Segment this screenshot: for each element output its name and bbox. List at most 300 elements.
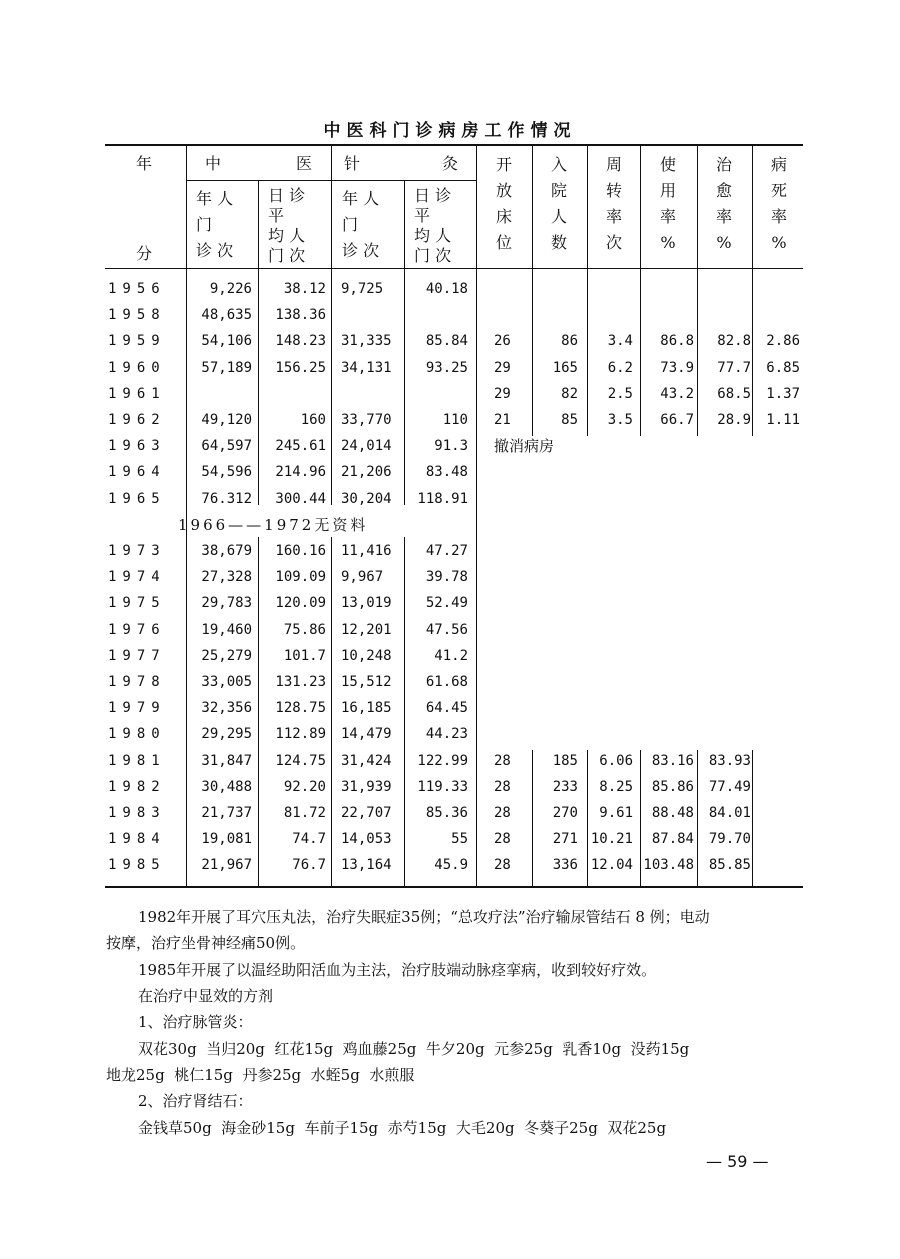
table-cell-beds: 28	[494, 857, 511, 874]
header-line: 门	[196, 215, 213, 234]
column-divider	[640, 750, 641, 886]
table-cell-zy-d: 131.23	[275, 674, 326, 690]
header-line: 诊 次	[196, 241, 234, 260]
table-cell-death: 1.11	[766, 412, 800, 428]
table-cell-adm	[534, 590, 578, 616]
table-cell-cure: 77.7	[717, 359, 751, 376]
paragraph: 1、治疗脉管炎：	[138, 1013, 253, 1031]
table-cell-zj-d: 64.45	[425, 700, 468, 717]
table-cell-turn: 6.2	[607, 359, 633, 376]
column-divider	[331, 537, 332, 886]
header-line: 率	[770, 207, 787, 226]
header-zhenjiu: 针	[344, 154, 361, 173]
subheader-rule-zhongyi	[187, 180, 331, 181]
table-cell-year: 1978	[108, 674, 166, 690]
table-cell-turn: 3.5	[607, 412, 633, 428]
table-cell-year: 1973	[108, 543, 166, 559]
table-cell-death	[754, 721, 800, 747]
table-cell-zy-a: 54,596	[201, 464, 252, 481]
paragraph: 在治疗中显效的方剂	[138, 987, 274, 1005]
table-cell-turn	[589, 617, 633, 643]
table-cell-zy-d: 112.89	[275, 726, 326, 743]
column-divider	[697, 750, 698, 886]
table-cell-zj-a: 22,707	[341, 805, 392, 821]
table-cell-zj-d: 83.48	[425, 464, 468, 481]
table-cell-cure	[699, 669, 751, 695]
table-cell-zj-d: 55	[451, 831, 468, 848]
table-cell-adm	[534, 433, 578, 459]
table-cell-year: 1959	[108, 333, 166, 350]
column-divider	[331, 146, 332, 505]
table-cell-zj-a	[341, 381, 403, 407]
table-cell-death: 2.86	[766, 333, 800, 350]
table-cell-zj-a: 21,206	[341, 464, 392, 481]
table-cell-adm	[534, 643, 578, 669]
table-cell-cure	[699, 617, 751, 643]
table-cell-use: 86.8	[660, 333, 694, 350]
table-cell-use	[642, 564, 694, 590]
table-cell-use	[642, 669, 694, 695]
header-line: 开	[495, 155, 512, 174]
header-line: 诊 次	[342, 241, 380, 260]
header-zhongyi: 医	[296, 154, 313, 173]
header-zj-annual	[342, 186, 398, 264]
table-cell-turn	[589, 433, 633, 459]
table-cell-death	[754, 643, 800, 669]
table-cell-cure: 85.85	[708, 857, 751, 874]
table-cell-beds: 29	[494, 359, 511, 376]
table-cell-use: 85.86	[651, 778, 694, 795]
table-cell-cure	[699, 695, 751, 721]
header-line: 转	[605, 181, 622, 200]
table-cell-zj-d	[406, 302, 468, 328]
header-usage	[648, 152, 688, 256]
table-cell-zy-a: 31,847	[201, 752, 252, 769]
column-divider	[697, 146, 698, 436]
table-cell-zj-d	[406, 381, 468, 407]
table-cell-zy-d: 101.7	[283, 647, 326, 664]
table-cell-turn	[589, 590, 633, 616]
header-line: 年 人	[196, 189, 234, 208]
table-cell-year: 1977	[108, 647, 166, 664]
header-line: 愈	[715, 181, 732, 200]
table-cell-zy-a: 38,679	[201, 543, 252, 559]
table-cell-death	[754, 433, 800, 459]
table-cell-zj-d: 122.99	[417, 752, 468, 769]
table-cell-zj-a: 9,967	[341, 569, 384, 586]
table-cell-zj-a: 11,416	[341, 543, 392, 559]
header-line: 均 人	[268, 226, 306, 245]
table-cell-zy-a: 64,597	[201, 438, 252, 455]
table-cell-zj-d: 44.23	[425, 726, 468, 743]
table-cell-zj-d: 93.25	[425, 359, 468, 376]
paragraph: 2、治疗肾结石：	[138, 1092, 253, 1110]
table-cell-cure: 28.9	[717, 412, 751, 428]
table-cell-turn	[589, 486, 633, 512]
table-cell-zy-d: 214.96	[275, 464, 326, 481]
table-cell-turn	[589, 695, 633, 721]
table-cell-zj-a: 31,939	[341, 778, 392, 795]
table-cell-use: 87.84	[651, 831, 694, 848]
table-cell-zj-d: 61.68	[425, 674, 468, 690]
table-cell-zj-a: 14,053	[341, 831, 392, 848]
table-cell-cure: 82.8	[717, 333, 751, 350]
header-year-bottom: 分	[136, 244, 153, 263]
table-cell-zy-a: 33,005	[201, 674, 252, 690]
header-line: 次	[605, 233, 622, 252]
header-line: 年 人	[342, 189, 380, 208]
table-cell-year: 1981	[108, 752, 166, 769]
table-cell-cure: 77.49	[708, 778, 751, 795]
table-cell-zy-a: 30,488	[201, 778, 252, 795]
table-cell-zy-a	[188, 381, 252, 407]
table-cell-death	[754, 695, 800, 721]
table-cell-use	[642, 721, 694, 747]
table-cell-adm: 85	[561, 412, 578, 428]
table-cell-adm	[534, 669, 578, 695]
header-admissions	[539, 152, 579, 256]
table-cell-adm: 82	[561, 385, 578, 402]
table-cell-zj-d: 85.84	[425, 333, 468, 350]
table-cell-use: 43.2	[660, 385, 694, 402]
header-line: %	[660, 233, 676, 252]
header-line: 床	[495, 207, 512, 226]
table-cell-zy-d: 160.16	[275, 543, 326, 559]
table-cell-zy-d: 124.75	[275, 752, 326, 769]
table-cell-turn	[589, 276, 633, 302]
header-line: 死	[770, 181, 787, 200]
table-cell-zy-a: 19,081	[201, 831, 252, 848]
table-cell-zy-d: 81.72	[283, 805, 326, 821]
table-cell-adm: 233	[552, 778, 578, 795]
table-cell-zj-a: 9,725	[341, 281, 384, 297]
table-cell-year: 1976	[108, 621, 166, 638]
table-cell-cure	[699, 538, 751, 564]
table-cell-death	[754, 590, 800, 616]
column-divider	[258, 537, 259, 886]
table-cell-zy-a: 21,967	[201, 857, 252, 874]
column-divider	[752, 750, 753, 886]
table-cell-adm	[534, 695, 578, 721]
header-line: 病	[770, 155, 787, 174]
header-zhongyi: 中	[205, 154, 222, 173]
table-cell-year: 1983	[108, 805, 166, 821]
table-cell-beds: 26	[494, 333, 511, 350]
table-cell-zy-a: 21,737	[201, 805, 252, 821]
table-cell-zj-a: 33,770	[341, 412, 392, 428]
table-cell-year: 1984	[108, 831, 166, 848]
table-bottom-rule	[105, 886, 803, 888]
table-cell-zj-d: 91.3	[434, 438, 468, 455]
table-cell-death	[754, 800, 800, 826]
table-cell-death	[754, 276, 800, 302]
table-cell-zy-d: 156.25	[275, 359, 326, 376]
header-line: 人	[550, 207, 567, 226]
table-cell-turn: 12.04	[590, 857, 633, 874]
header-line: %	[771, 233, 787, 252]
table-cell-adm: 86	[561, 333, 578, 350]
header-line: 日 诊	[414, 186, 452, 205]
table-cell-zj-a: 14,479	[341, 726, 392, 743]
paragraph: 按摩，治疗坐骨神经痛50例。	[106, 934, 306, 952]
table-cell-zj-a: 12,201	[341, 621, 392, 638]
table-cell-adm	[534, 276, 578, 302]
table-cell-death	[754, 852, 800, 878]
paragraph: 1982年开展了耳穴压丸法，治疗失眠症35例；“总攻疗法”治疗输尿管结石 8 例；电动	[138, 908, 710, 926]
table-cell-beds: 28	[494, 805, 511, 821]
header-line: 率	[715, 207, 732, 226]
table-cell-zj-d: 47.56	[425, 621, 468, 638]
table-cell-turn: 3.4	[607, 333, 633, 350]
paragraph: 金钱草50g 海金砂15g 车前子15g 赤芍15g 大毛20g 冬葵子25g 双花25g	[138, 1119, 667, 1137]
table-cell-use	[642, 433, 694, 459]
table-cell-death	[754, 486, 800, 512]
header-line: 放	[495, 181, 512, 200]
table-cell-turn: 6.06	[599, 752, 633, 769]
table-cell-zy-d: 75.86	[283, 621, 326, 638]
header-beds	[484, 152, 524, 256]
table-cell-year: 1962	[108, 412, 166, 428]
header-line: 日 诊	[268, 186, 306, 205]
table-cell-beds: 29	[494, 385, 511, 402]
table-cell-adm	[534, 459, 578, 485]
header-line: 率	[605, 207, 622, 226]
table-cell-zj-a: 15,512	[341, 674, 392, 690]
table-cell-year: 1980	[108, 726, 166, 743]
table-cell-use: 103.48	[643, 857, 694, 874]
header-line: 入	[550, 155, 567, 174]
table-cell-cure	[699, 564, 751, 590]
table-cell-death: 6.85	[766, 359, 800, 376]
table-cell-use	[642, 276, 694, 302]
table-cell-cure	[699, 643, 751, 669]
table-cell-adm	[534, 617, 578, 643]
table-cell-turn: 8.25	[599, 778, 633, 795]
table-cell-year: 1958	[108, 307, 166, 324]
table-cell-turn	[589, 538, 633, 564]
header-turnover	[594, 152, 634, 256]
table-cell-year: 1979	[108, 700, 166, 717]
table-cell-zy-a: 29,783	[201, 595, 252, 612]
table-cell-use	[642, 643, 694, 669]
table-cell-adm	[534, 564, 578, 590]
table-cell-turn: 2.5	[607, 385, 633, 402]
table-cell-use	[642, 590, 694, 616]
header-line: 使	[659, 155, 676, 174]
table-cell-death	[754, 538, 800, 564]
header-cure	[704, 152, 744, 256]
table-cell-zj-a: 31,335	[341, 333, 392, 350]
table-cell-zy-d: 120.09	[275, 595, 326, 612]
header-line: 数	[550, 233, 567, 252]
table-cell-use: 66.7	[660, 412, 694, 428]
table-cell-year: 1975	[108, 595, 166, 612]
column-divider	[476, 146, 477, 886]
table-cell-zj-a: 31,424	[341, 752, 392, 769]
table-cell-zy-a: 9,226	[209, 281, 252, 297]
table-cell-year: 1964	[108, 464, 166, 481]
table-cell-zj-d: 118.91	[417, 490, 468, 507]
table-cell-death	[754, 748, 800, 774]
table-top-rule	[105, 144, 803, 146]
table-cell-zy-d: 160	[300, 412, 326, 428]
table-cell-zj-d: 52.49	[425, 595, 468, 612]
table-cell-use	[642, 459, 694, 485]
table-cell-turn	[589, 302, 633, 328]
header-zy-daily	[268, 186, 326, 266]
table-cell-turn	[589, 721, 633, 747]
table-cell-use: 88.48	[651, 805, 694, 821]
table-cell-zy-a: 54,106	[201, 333, 252, 350]
header-line: 均 人	[414, 226, 452, 245]
table-cell-adm: 336	[552, 857, 578, 874]
table-cell-cure	[699, 721, 751, 747]
column-divider	[404, 181, 405, 505]
table-cell-year: 1965	[108, 490, 166, 507]
table-cell-year: 1963	[108, 438, 166, 455]
column-divider	[258, 181, 259, 505]
table-cell-cure: 83.93	[708, 752, 751, 769]
table-cell-zj-a: 30,204	[341, 490, 392, 507]
header-zhenjiu: 灸	[442, 154, 459, 173]
table-cell-death	[754, 459, 800, 485]
table-cell-zy-a: 29,295	[201, 726, 252, 743]
header-zy-annual	[196, 186, 252, 264]
table-cell-zy-d: 74.7	[292, 831, 326, 848]
table-cell-zy-d: 76.7	[292, 857, 326, 874]
page-title: 中医科门诊病房工作情况	[323, 121, 577, 141]
table-cell-death	[754, 826, 800, 852]
table-cell-turn	[589, 643, 633, 669]
column-divider	[404, 537, 405, 886]
table-cell-turn	[589, 459, 633, 485]
page-number: — 59 —	[706, 1152, 769, 1171]
table-cell-zj-d: 45.9	[434, 857, 468, 874]
header-line: 用	[659, 181, 676, 200]
header-line: 位	[495, 233, 512, 252]
table-cell-cure	[699, 302, 751, 328]
column-divider	[752, 146, 753, 436]
table-cell-zj-a: 13,164	[341, 857, 392, 874]
table-cell-turn: 9.61	[599, 805, 633, 821]
table-cell-use	[642, 302, 694, 328]
table-cell-zy-d: 92.20	[283, 778, 326, 795]
table-cell-zy-d: 245.61	[275, 438, 326, 455]
table-cell-year: 1961	[108, 385, 166, 402]
table-cell-year: 1956	[108, 281, 166, 297]
table-cell-cure	[699, 459, 751, 485]
table-cell-cure: 68.5	[717, 385, 751, 402]
table-cell-year: 1974	[108, 569, 166, 586]
table-cell-death	[754, 617, 800, 643]
table-cell-death: 1.37	[766, 385, 800, 402]
table-cell-use	[642, 486, 694, 512]
table-cell-zj-a	[341, 302, 403, 328]
table-cell-death	[754, 774, 800, 800]
header-line: 周	[605, 155, 622, 174]
table-cell-death	[754, 302, 800, 328]
table-cell-cure	[699, 590, 751, 616]
table-cell-zy-a: 49,120	[201, 412, 252, 428]
column-divider	[640, 146, 641, 436]
table-cell-adm: 271	[552, 831, 578, 848]
header-death	[759, 152, 799, 256]
table-cell-use: 73.9	[660, 359, 694, 376]
table-cell-turn	[589, 564, 633, 590]
header-line: 平	[414, 206, 431, 225]
table-cell-turn	[589, 669, 633, 695]
header-line: 院	[550, 181, 567, 200]
table-span-row: 1966——1972无资料	[178, 515, 369, 534]
table-cell-zy-a: 57,189	[201, 359, 252, 376]
table-cell-beds: 21	[494, 412, 511, 428]
table-cell-zj-d: 41.2	[434, 647, 468, 664]
table-cell-cure	[699, 486, 751, 512]
table-cell-beds: 28	[494, 831, 511, 848]
table-cell-zj-d: 39.78	[425, 569, 468, 586]
table-cell-zy-a: 32,356	[201, 700, 252, 717]
table-cell-turn: 10.21	[590, 831, 633, 848]
table-cell-zy-d: 300.44	[275, 490, 326, 507]
table-cell-zy-d: 128.75	[275, 700, 326, 717]
table-cell-zy-a: 19,460	[201, 621, 252, 638]
header-line: 治	[715, 155, 732, 174]
table-cell-zj-d: 110	[442, 412, 468, 428]
table-cell-zj-a: 13,019	[341, 595, 392, 612]
header-year-top: 年	[136, 154, 153, 173]
table-cell-zj-a: 24,014	[341, 438, 392, 455]
table-cell-adm	[534, 302, 578, 328]
table-cell-cure	[699, 433, 751, 459]
table-cell-zy-d: 148.23	[275, 333, 326, 350]
table-cell-death	[754, 669, 800, 695]
table-cell-zj-d: 40.18	[425, 281, 468, 297]
header-line: 率	[659, 207, 676, 226]
table-cell-cure: 84.01	[708, 805, 751, 821]
table-cell-use: 83.16	[651, 752, 694, 769]
header-line: 门 次	[268, 246, 306, 265]
table-cell-use	[642, 538, 694, 564]
table-cell-year: 1960	[108, 359, 166, 376]
table-cell-zj-a: 34,131	[341, 359, 392, 376]
paragraph: 1985年开展了以温经助阳活血为主法，治疗肢端动脉痉挛病，收到较好疗效。	[138, 961, 657, 979]
header-line: 门	[342, 215, 359, 234]
table-cell-zy-a: 76.312	[201, 490, 252, 507]
table-header-rule	[105, 268, 803, 269]
table-cell-adm: 270	[552, 805, 578, 821]
table-cell-zy-d: 109.09	[275, 569, 326, 586]
table-cell-adm: 185	[552, 752, 578, 769]
table-cell-cure: 79.70	[708, 831, 751, 848]
header-line: %	[716, 233, 732, 252]
table-cell-zy-a: 25,279	[201, 647, 252, 664]
table-cell-zj-d: 85.36	[425, 805, 468, 821]
paragraph: 双花30g 当归20g 红花15g 鸡血藤25g 牛夕20g 元参25g 乳香10g 没药15g	[138, 1040, 690, 1058]
table-cell-year: 1985	[108, 857, 166, 874]
table-cell-zy-d	[260, 381, 326, 407]
table-cell-beds: 28	[494, 778, 511, 795]
table-cell-use	[642, 695, 694, 721]
table-cell-zy-d: 138.36	[275, 307, 326, 324]
table-cell-zy-a: 27,328	[201, 569, 252, 586]
table-cell-zy-d: 38.12	[283, 281, 326, 297]
table-cell-beds: 28	[494, 752, 511, 769]
header-line: 平	[268, 206, 285, 225]
header-zj-daily	[414, 186, 472, 266]
paragraph: 地龙25g 桃仁15g 丹参25g 水蛭5g 水煎服	[106, 1066, 415, 1084]
table-cell-adm	[534, 721, 578, 747]
table-cell-zj-d: 119.33	[417, 778, 468, 795]
